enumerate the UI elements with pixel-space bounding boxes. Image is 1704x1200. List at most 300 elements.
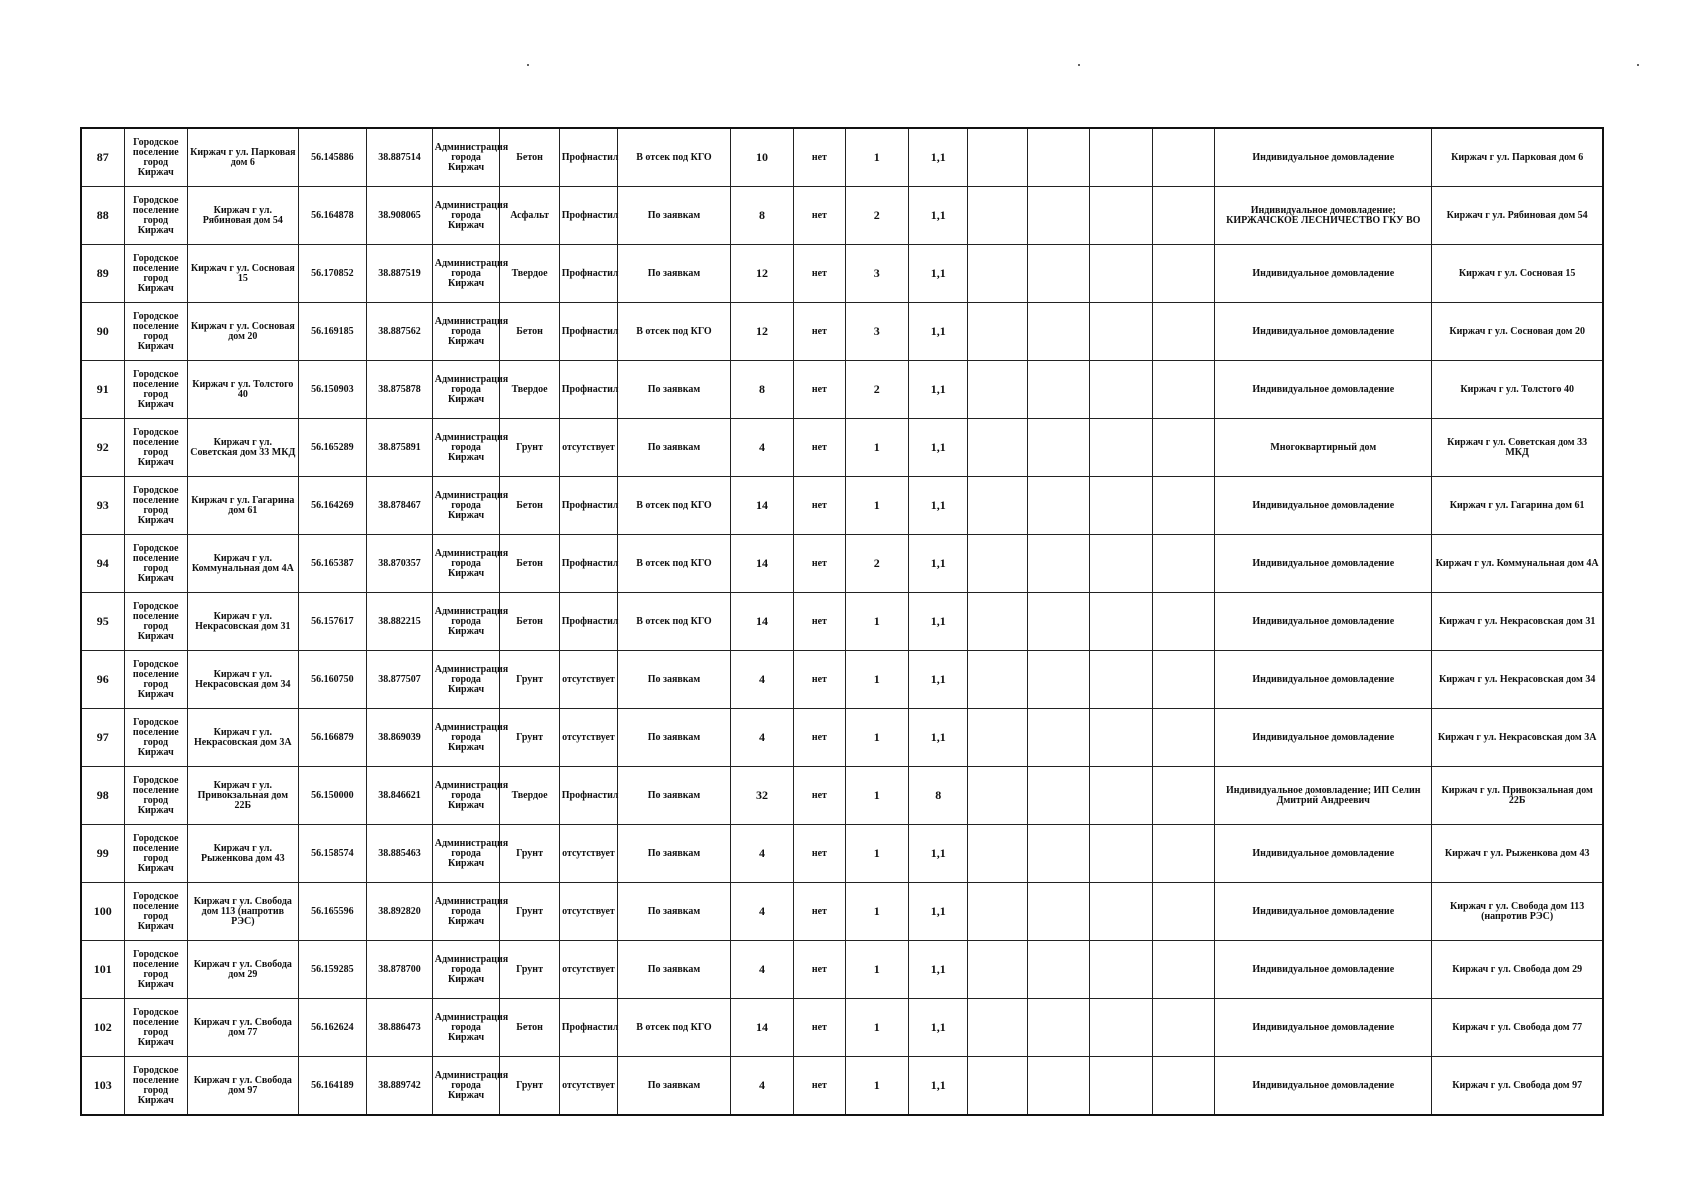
fence-cell: Профнастил [559, 477, 617, 535]
fence-cell: отсутствует [559, 1057, 617, 1116]
sources-cell: Индивидуальное домовладение [1215, 941, 1432, 999]
empty-cell [968, 535, 1027, 593]
longitude-cell: 38.877507 [367, 651, 433, 709]
row-number: 95 [81, 593, 124, 651]
longitude-cell: 38.889742 [367, 1057, 433, 1116]
owner-cell: Администрация города Киржач [432, 419, 500, 477]
area-cell: 10 [730, 128, 794, 187]
empty-cell [1090, 419, 1152, 477]
empty-cell [968, 883, 1027, 941]
empty-cell [1027, 1057, 1089, 1116]
owner-cell: Администрация города Киржач [432, 477, 500, 535]
empty-cell [968, 361, 1027, 419]
shed-cell: нет [794, 593, 845, 651]
scan-speck [1637, 64, 1639, 66]
address-cell: Киржач г ул. Свобода дом 29 [188, 941, 299, 999]
empty-cell [1090, 941, 1152, 999]
settlement-cell: Городское поселение город Киржач [124, 245, 188, 303]
latitude-cell: 56.164269 [298, 477, 367, 535]
schedule-cell: По заявкам [618, 361, 731, 419]
empty-cell [968, 651, 1027, 709]
owner-cell: Администрация города Киржач [432, 535, 500, 593]
empty-cell [1027, 187, 1089, 245]
empty-cell [1090, 245, 1152, 303]
row-number: 94 [81, 535, 124, 593]
schedule-cell: По заявкам [618, 883, 731, 941]
address-cell: Киржач г ул. Советская дом 33 МКД [188, 419, 299, 477]
table-row [81, 999, 1603, 1057]
containers-cell: 1 [845, 767, 909, 825]
surface-cell: Бетон [500, 535, 559, 593]
source-address-cell: Киржач г ул. Парковая дом 6 [1432, 128, 1603, 187]
table-row [81, 941, 1603, 999]
address-cell: Киржач г ул. Сосновая 15 [188, 245, 299, 303]
containers-cell: 1 [845, 883, 909, 941]
empty-cell [1027, 477, 1089, 535]
longitude-cell: 38.908065 [367, 187, 433, 245]
address-cell: Киржач г ул. Рыженкова дом 43 [188, 825, 299, 883]
containers-cell: 3 [845, 245, 909, 303]
volume-cell: 1,1 [909, 477, 968, 535]
volume-cell: 1,1 [909, 825, 968, 883]
source-address-cell: Киржач г ул. Свобода дом 113 (напротив РЭС) [1432, 883, 1603, 941]
settlement-cell: Городское поселение город Киржач [124, 941, 188, 999]
fence-cell: Профнастил [559, 128, 617, 187]
source-address-cell: Киржач г ул. Привокзальная дом 22Б [1432, 767, 1603, 825]
address-cell: Киржач г ул. Некрасовская дом 34 [188, 651, 299, 709]
owner-cell: Администрация города Киржач [432, 187, 500, 245]
empty-cell [1027, 883, 1089, 941]
empty-cell [968, 941, 1027, 999]
row-number: 98 [81, 767, 124, 825]
settlement-cell: Городское поселение город Киржач [124, 535, 188, 593]
sources-cell: Индивидуальное домовладение [1215, 651, 1432, 709]
schedule-cell: По заявкам [618, 1057, 731, 1116]
empty-cell [1027, 535, 1089, 593]
empty-cell [968, 593, 1027, 651]
fence-cell: отсутствует [559, 941, 617, 999]
longitude-cell: 38.875878 [367, 361, 433, 419]
latitude-cell: 56.165387 [298, 535, 367, 593]
owner-cell: Администрация города Киржач [432, 709, 500, 767]
shed-cell: нет [794, 419, 845, 477]
row-number: 93 [81, 477, 124, 535]
owner-cell: Администрация города Киржач [432, 941, 500, 999]
fence-cell: отсутствует [559, 709, 617, 767]
empty-cell [968, 825, 1027, 883]
longitude-cell: 38.882215 [367, 593, 433, 651]
fence-cell: Профнастил [559, 187, 617, 245]
table-row [81, 303, 1603, 361]
surface-cell: Асфальт [500, 187, 559, 245]
empty-cell [968, 245, 1027, 303]
containers-cell: 1 [845, 1057, 909, 1116]
volume-cell: 1,1 [909, 128, 968, 187]
longitude-cell: 38.892820 [367, 883, 433, 941]
sources-cell: Индивидуальное домовладение [1215, 303, 1432, 361]
empty-cell [1152, 303, 1214, 361]
latitude-cell: 56.158574 [298, 825, 367, 883]
sources-cell: Многоквартирный дом [1215, 419, 1432, 477]
empty-cell [1152, 419, 1214, 477]
containers-cell: 2 [845, 187, 909, 245]
volume-cell: 1,1 [909, 303, 968, 361]
settlement-cell: Городское поселение город Киржач [124, 361, 188, 419]
sources-cell: Индивидуальное домовладение [1215, 535, 1432, 593]
row-number: 103 [81, 1057, 124, 1116]
owner-cell: Администрация города Киржач [432, 1057, 500, 1116]
settlement-cell: Городское поселение город Киржач [124, 825, 188, 883]
schedule-cell: По заявкам [618, 419, 731, 477]
schedule-cell: По заявкам [618, 709, 731, 767]
shed-cell: нет [794, 128, 845, 187]
schedule-cell: По заявкам [618, 941, 731, 999]
schedule-cell: В отсек под КГО [618, 477, 731, 535]
empty-cell [1152, 361, 1214, 419]
shed-cell: нет [794, 651, 845, 709]
longitude-cell: 38.878467 [367, 477, 433, 535]
settlement-cell: Городское поселение город Киржач [124, 709, 188, 767]
area-cell: 4 [730, 419, 794, 477]
fence-cell: Профнастил [559, 999, 617, 1057]
empty-cell [1152, 187, 1214, 245]
empty-cell [1090, 593, 1152, 651]
settlement-cell: Городское поселение город Киржач [124, 999, 188, 1057]
empty-cell [968, 709, 1027, 767]
surface-cell: Грунт [500, 1057, 559, 1116]
latitude-cell: 56.165596 [298, 883, 367, 941]
scan-speck [1078, 64, 1080, 66]
sources-cell: Индивидуальное домовладение [1215, 883, 1432, 941]
longitude-cell: 38.875891 [367, 419, 433, 477]
schedule-cell: По заявкам [618, 767, 731, 825]
surface-cell: Бетон [500, 477, 559, 535]
volume-cell: 1,1 [909, 941, 968, 999]
address-cell: Киржач г ул. Коммунальная дом 4А [188, 535, 299, 593]
source-address-cell: Киржач г ул. Толстого 40 [1432, 361, 1603, 419]
empty-cell [968, 419, 1027, 477]
empty-cell [1027, 128, 1089, 187]
fence-cell: отсутствует [559, 651, 617, 709]
volume-cell: 1,1 [909, 651, 968, 709]
empty-cell [1027, 245, 1089, 303]
shed-cell: нет [794, 361, 845, 419]
source-address-cell: Киржач г ул. Свобода дом 97 [1432, 1057, 1603, 1116]
empty-cell [1090, 535, 1152, 593]
owner-cell: Администрация города Киржач [432, 825, 500, 883]
empty-cell [1090, 187, 1152, 245]
row-number: 101 [81, 941, 124, 999]
area-cell: 4 [730, 709, 794, 767]
source-address-cell: Киржач г ул. Некрасовская дом 31 [1432, 593, 1603, 651]
row-number: 96 [81, 651, 124, 709]
row-number: 92 [81, 419, 124, 477]
table-row [81, 477, 1603, 535]
address-cell: Киржач г ул. Гагарина дом 61 [188, 477, 299, 535]
shed-cell: нет [794, 303, 845, 361]
sources-cell: Индивидуальное домовладение [1215, 709, 1432, 767]
sources-cell: Индивидуальное домовладение [1215, 128, 1432, 187]
empty-cell [1152, 1057, 1214, 1116]
empty-cell [1152, 999, 1214, 1057]
empty-cell [1090, 128, 1152, 187]
empty-cell [968, 303, 1027, 361]
address-cell: Киржач г ул. Сосновая дом 20 [188, 303, 299, 361]
table-row [81, 535, 1603, 593]
scan-speck [527, 64, 529, 66]
address-cell: Киржач г ул. Рябиновая дом 54 [188, 187, 299, 245]
empty-cell [1152, 128, 1214, 187]
empty-cell [968, 128, 1027, 187]
shed-cell: нет [794, 709, 845, 767]
row-number: 87 [81, 128, 124, 187]
address-cell: Киржач г ул. Привокзальная дом 22Б [188, 767, 299, 825]
containers-cell: 1 [845, 825, 909, 883]
address-cell: Киржач г ул. Парковая дом 6 [188, 128, 299, 187]
empty-cell [968, 1057, 1027, 1116]
latitude-cell: 56.166879 [298, 709, 367, 767]
empty-cell [1090, 709, 1152, 767]
empty-cell [1152, 941, 1214, 999]
containers-cell: 3 [845, 303, 909, 361]
schedule-cell: В отсек под КГО [618, 593, 731, 651]
source-address-cell: Киржач г ул. Некрасовская дом 34 [1432, 651, 1603, 709]
settlement-cell: Городское поселение город Киржач [124, 187, 188, 245]
fence-cell: Профнастил [559, 593, 617, 651]
longitude-cell: 38.846621 [367, 767, 433, 825]
address-cell: Киржач г ул. Свобода дом 113 (напротив РЭС) [188, 883, 299, 941]
empty-cell [1027, 651, 1089, 709]
shed-cell: нет [794, 825, 845, 883]
empty-cell [1027, 303, 1089, 361]
sources-cell: Индивидуальное домовладение; ИП Селин Дмитрий Андреевич [1215, 767, 1432, 825]
row-number: 89 [81, 245, 124, 303]
longitude-cell: 38.878700 [367, 941, 433, 999]
surface-cell: Бетон [500, 303, 559, 361]
source-address-cell: Киржач г ул. Свобода дом 77 [1432, 999, 1603, 1057]
table-row [81, 593, 1603, 651]
fence-cell: Профнастил [559, 245, 617, 303]
volume-cell: 1,1 [909, 419, 968, 477]
surface-cell: Грунт [500, 709, 559, 767]
table-row [81, 1057, 1603, 1116]
empty-cell [1152, 883, 1214, 941]
empty-cell [1090, 361, 1152, 419]
schedule-cell: По заявкам [618, 245, 731, 303]
fence-cell: отсутствует [559, 883, 617, 941]
containers-cell: 1 [845, 941, 909, 999]
owner-cell: Администрация города Киржач [432, 245, 500, 303]
longitude-cell: 38.885463 [367, 825, 433, 883]
table-row [81, 187, 1603, 245]
sources-cell: Индивидуальное домовладение [1215, 245, 1432, 303]
source-address-cell: Киржач г ул. Свобода дом 29 [1432, 941, 1603, 999]
address-cell: Киржач г ул. Некрасовская дом 3А [188, 709, 299, 767]
source-address-cell: Киржач г ул. Гагарина дом 61 [1432, 477, 1603, 535]
sources-cell: Индивидуальное домовладение [1215, 1057, 1432, 1116]
source-address-cell: Киржач г ул. Коммунальная дом 4А [1432, 535, 1603, 593]
latitude-cell: 56.169185 [298, 303, 367, 361]
containers-cell: 1 [845, 593, 909, 651]
surface-cell: Грунт [500, 825, 559, 883]
containers-cell: 1 [845, 128, 909, 187]
address-cell: Киржач г ул. Свобода дом 97 [188, 1057, 299, 1116]
table-row [81, 419, 1603, 477]
area-cell: 12 [730, 245, 794, 303]
schedule-cell: В отсек под КГО [618, 535, 731, 593]
empty-cell [1090, 825, 1152, 883]
source-address-cell: Киржач г ул. Некрасовская дом 3А [1432, 709, 1603, 767]
row-number: 91 [81, 361, 124, 419]
longitude-cell: 38.887514 [367, 128, 433, 187]
row-number: 88 [81, 187, 124, 245]
source-address-cell: Киржач г ул. Советская дом 33 МКД [1432, 419, 1603, 477]
empty-cell [1027, 361, 1089, 419]
empty-cell [1152, 709, 1214, 767]
schedule-cell: По заявкам [618, 187, 731, 245]
surface-cell: Бетон [500, 128, 559, 187]
surface-cell: Твердое [500, 245, 559, 303]
table-row [81, 128, 1603, 187]
schedule-cell: По заявкам [618, 825, 731, 883]
containers-cell: 1 [845, 477, 909, 535]
owner-cell: Администрация города Киржач [432, 883, 500, 941]
latitude-cell: 56.164878 [298, 187, 367, 245]
latitude-cell: 56.145886 [298, 128, 367, 187]
schedule-cell: В отсек под КГО [618, 303, 731, 361]
longitude-cell: 38.869039 [367, 709, 433, 767]
table-row [81, 825, 1603, 883]
volume-cell: 1,1 [909, 709, 968, 767]
table-row [81, 709, 1603, 767]
containers-cell: 1 [845, 419, 909, 477]
area-cell: 32 [730, 767, 794, 825]
volume-cell: 1,1 [909, 245, 968, 303]
fence-cell: Профнастил [559, 535, 617, 593]
empty-cell [968, 477, 1027, 535]
empty-cell [1090, 1057, 1152, 1116]
area-cell: 14 [730, 477, 794, 535]
containers-cell: 1 [845, 709, 909, 767]
row-number: 99 [81, 825, 124, 883]
shed-cell: нет [794, 535, 845, 593]
surface-cell: Твердое [500, 767, 559, 825]
table-row [81, 883, 1603, 941]
shed-cell: нет [794, 245, 845, 303]
row-number: 90 [81, 303, 124, 361]
empty-cell [1027, 941, 1089, 999]
empty-cell [1152, 535, 1214, 593]
surface-cell: Грунт [500, 651, 559, 709]
volume-cell: 1,1 [909, 593, 968, 651]
empty-cell [1152, 477, 1214, 535]
shed-cell: нет [794, 767, 845, 825]
longitude-cell: 38.887519 [367, 245, 433, 303]
empty-cell [1152, 245, 1214, 303]
area-cell: 8 [730, 361, 794, 419]
empty-cell [1090, 883, 1152, 941]
latitude-cell: 56.165289 [298, 419, 367, 477]
area-cell: 12 [730, 303, 794, 361]
latitude-cell: 56.170852 [298, 245, 367, 303]
shed-cell: нет [794, 187, 845, 245]
shed-cell: нет [794, 941, 845, 999]
empty-cell [1090, 651, 1152, 709]
containers-cell: 1 [845, 651, 909, 709]
settlement-cell: Городское поселение город Киржач [124, 883, 188, 941]
owner-cell: Администрация города Киржач [432, 651, 500, 709]
empty-cell [1090, 477, 1152, 535]
fence-cell: Профнастил [559, 361, 617, 419]
surface-cell: Грунт [500, 419, 559, 477]
empty-cell [1027, 999, 1089, 1057]
address-cell: Киржач г ул. Некрасовская дом 31 [188, 593, 299, 651]
registry-table [80, 127, 1604, 1116]
volume-cell: 1,1 [909, 999, 968, 1057]
table-row [81, 245, 1603, 303]
owner-cell: Администрация города Киржач [432, 593, 500, 651]
area-cell: 8 [730, 187, 794, 245]
latitude-cell: 56.160750 [298, 651, 367, 709]
shed-cell: нет [794, 999, 845, 1057]
containers-cell: 1 [845, 999, 909, 1057]
longitude-cell: 38.870357 [367, 535, 433, 593]
table-row [81, 361, 1603, 419]
owner-cell: Администрация города Киржач [432, 128, 500, 187]
empty-cell [1027, 825, 1089, 883]
empty-cell [1152, 825, 1214, 883]
schedule-cell: В отсек под КГО [618, 999, 731, 1057]
area-cell: 4 [730, 651, 794, 709]
source-address-cell: Киржач г ул. Рябиновая дом 54 [1432, 187, 1603, 245]
area-cell: 4 [730, 825, 794, 883]
sources-cell: Индивидуальное домовладение; КИРЖАЧСКОЕ ЛЕСНИЧЕСТВО ГКУ ВО [1215, 187, 1432, 245]
area-cell: 14 [730, 535, 794, 593]
settlement-cell: Городское поселение город Киржач [124, 128, 188, 187]
fence-cell: Профнастил [559, 303, 617, 361]
empty-cell [1090, 999, 1152, 1057]
row-number: 102 [81, 999, 124, 1057]
table-row [81, 651, 1603, 709]
empty-cell [1090, 767, 1152, 825]
surface-cell: Бетон [500, 593, 559, 651]
address-cell: Киржач г ул. Свобода дом 77 [188, 999, 299, 1057]
row-number: 97 [81, 709, 124, 767]
shed-cell: нет [794, 477, 845, 535]
sources-cell: Индивидуальное домовладение [1215, 999, 1432, 1057]
surface-cell: Грунт [500, 941, 559, 999]
sources-cell: Индивидуальное домовладение [1215, 361, 1432, 419]
source-address-cell: Киржач г ул. Сосновая дом 20 [1432, 303, 1603, 361]
empty-cell [1152, 651, 1214, 709]
sources-cell: Индивидуальное домовладение [1215, 593, 1432, 651]
fence-cell: Профнастил [559, 767, 617, 825]
settlement-cell: Городское поселение город Киржач [124, 477, 188, 535]
table-row [81, 767, 1603, 825]
empty-cell [1090, 303, 1152, 361]
empty-cell [968, 999, 1027, 1057]
empty-cell [968, 767, 1027, 825]
settlement-cell: Городское поселение город Киржач [124, 767, 188, 825]
area-cell: 4 [730, 1057, 794, 1116]
empty-cell [1027, 767, 1089, 825]
empty-cell [968, 187, 1027, 245]
area-cell: 4 [730, 941, 794, 999]
area-cell: 14 [730, 999, 794, 1057]
address-cell: Киржач г ул. Толстого 40 [188, 361, 299, 419]
empty-cell [1027, 709, 1089, 767]
shed-cell: нет [794, 1057, 845, 1116]
